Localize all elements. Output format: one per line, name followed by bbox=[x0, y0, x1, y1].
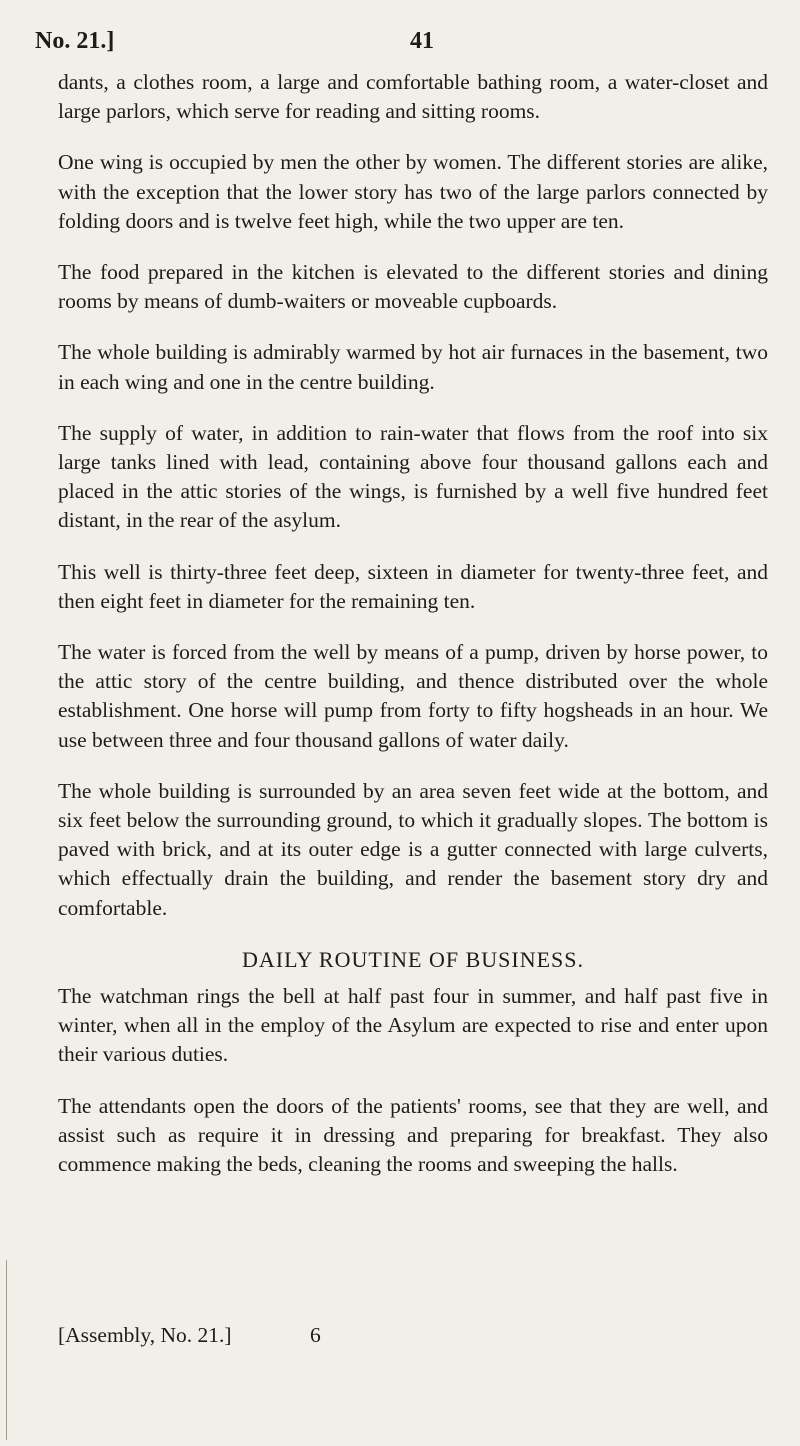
page-number: 41 bbox=[410, 28, 434, 54]
paragraph: The food prepared in the kitchen is elevated to the different stories and dining rooms by means of dumb-waiters or moveable cupboards. bbox=[58, 260, 768, 314]
paragraph: The supply of water, in addition to rain-water that flows from the roof into six large tanks lined with lead, containing above four thousand gallons each and placed in the attic stories of the wings, is furnished by a well five hundred feet distant, in the rear of the asylum. bbox=[58, 420, 768, 533]
section-heading: DAILY ROUTINE OF BUSINESS. bbox=[242, 946, 584, 972]
document-number: No. 21.] bbox=[35, 28, 115, 54]
page-body bbox=[58, 68, 768, 1201]
paragraph: The attendants open the doors of the patients' rooms, see that they are well, and assist such as require it in dressing and preparing for breakfast. They also commence making the beds, cleaning the rooms and sweeping the halls. bbox=[58, 1093, 768, 1177]
paragraph: dants, a clothes room, a large and comfortable bathing room, a water-closet and large parlors, which serve for reading and sitting rooms. bbox=[58, 70, 768, 124]
paragraph: The water is forced from the well by means of a pump, driven by horse power, to the attic story of the centre building, and thence distributed over the whole establishment. One horse will pump from forty to fifty hogsheads in an hour. We use between three and four thousand gallons of water daily. bbox=[58, 640, 768, 752]
paragraph: The whole building is admirably warmed by hot air furnaces in the basement, two in each wing and one in the centre building. bbox=[58, 340, 768, 394]
sheet-number: 6 bbox=[310, 1323, 321, 1347]
paragraph: One wing is occupied by men the other by women. The different stories are alike, with the exception that the lower story has two of the large parlors connected by folding doors and is twelve feet high, while the two upper are ten. bbox=[58, 150, 768, 233]
paragraph: The whole building is surrounded by an area seven feet wide at the bottom, and six feet below the surrounding ground, to which it gradually slopes. The bottom is paved with brick, and at its outer edge is a gutter connected with large culverts, which effectually drain the building, and render the basement story dry and comfortable. bbox=[58, 778, 768, 920]
margin-rule bbox=[6, 1260, 7, 1440]
paragraph: The watchman rings the bell at half past four in summer, and half past five in winter, when all in the employ of the Asylum are expected to rise and enter upon their various duties. bbox=[58, 984, 768, 1067]
paragraph: This well is thirty-three feet deep, sixteen in diameter for twenty-three feet, and then eight feet in diameter for the remaining ten. bbox=[58, 559, 768, 613]
signature-mark: [Assembly, No. 21.] bbox=[58, 1323, 232, 1347]
